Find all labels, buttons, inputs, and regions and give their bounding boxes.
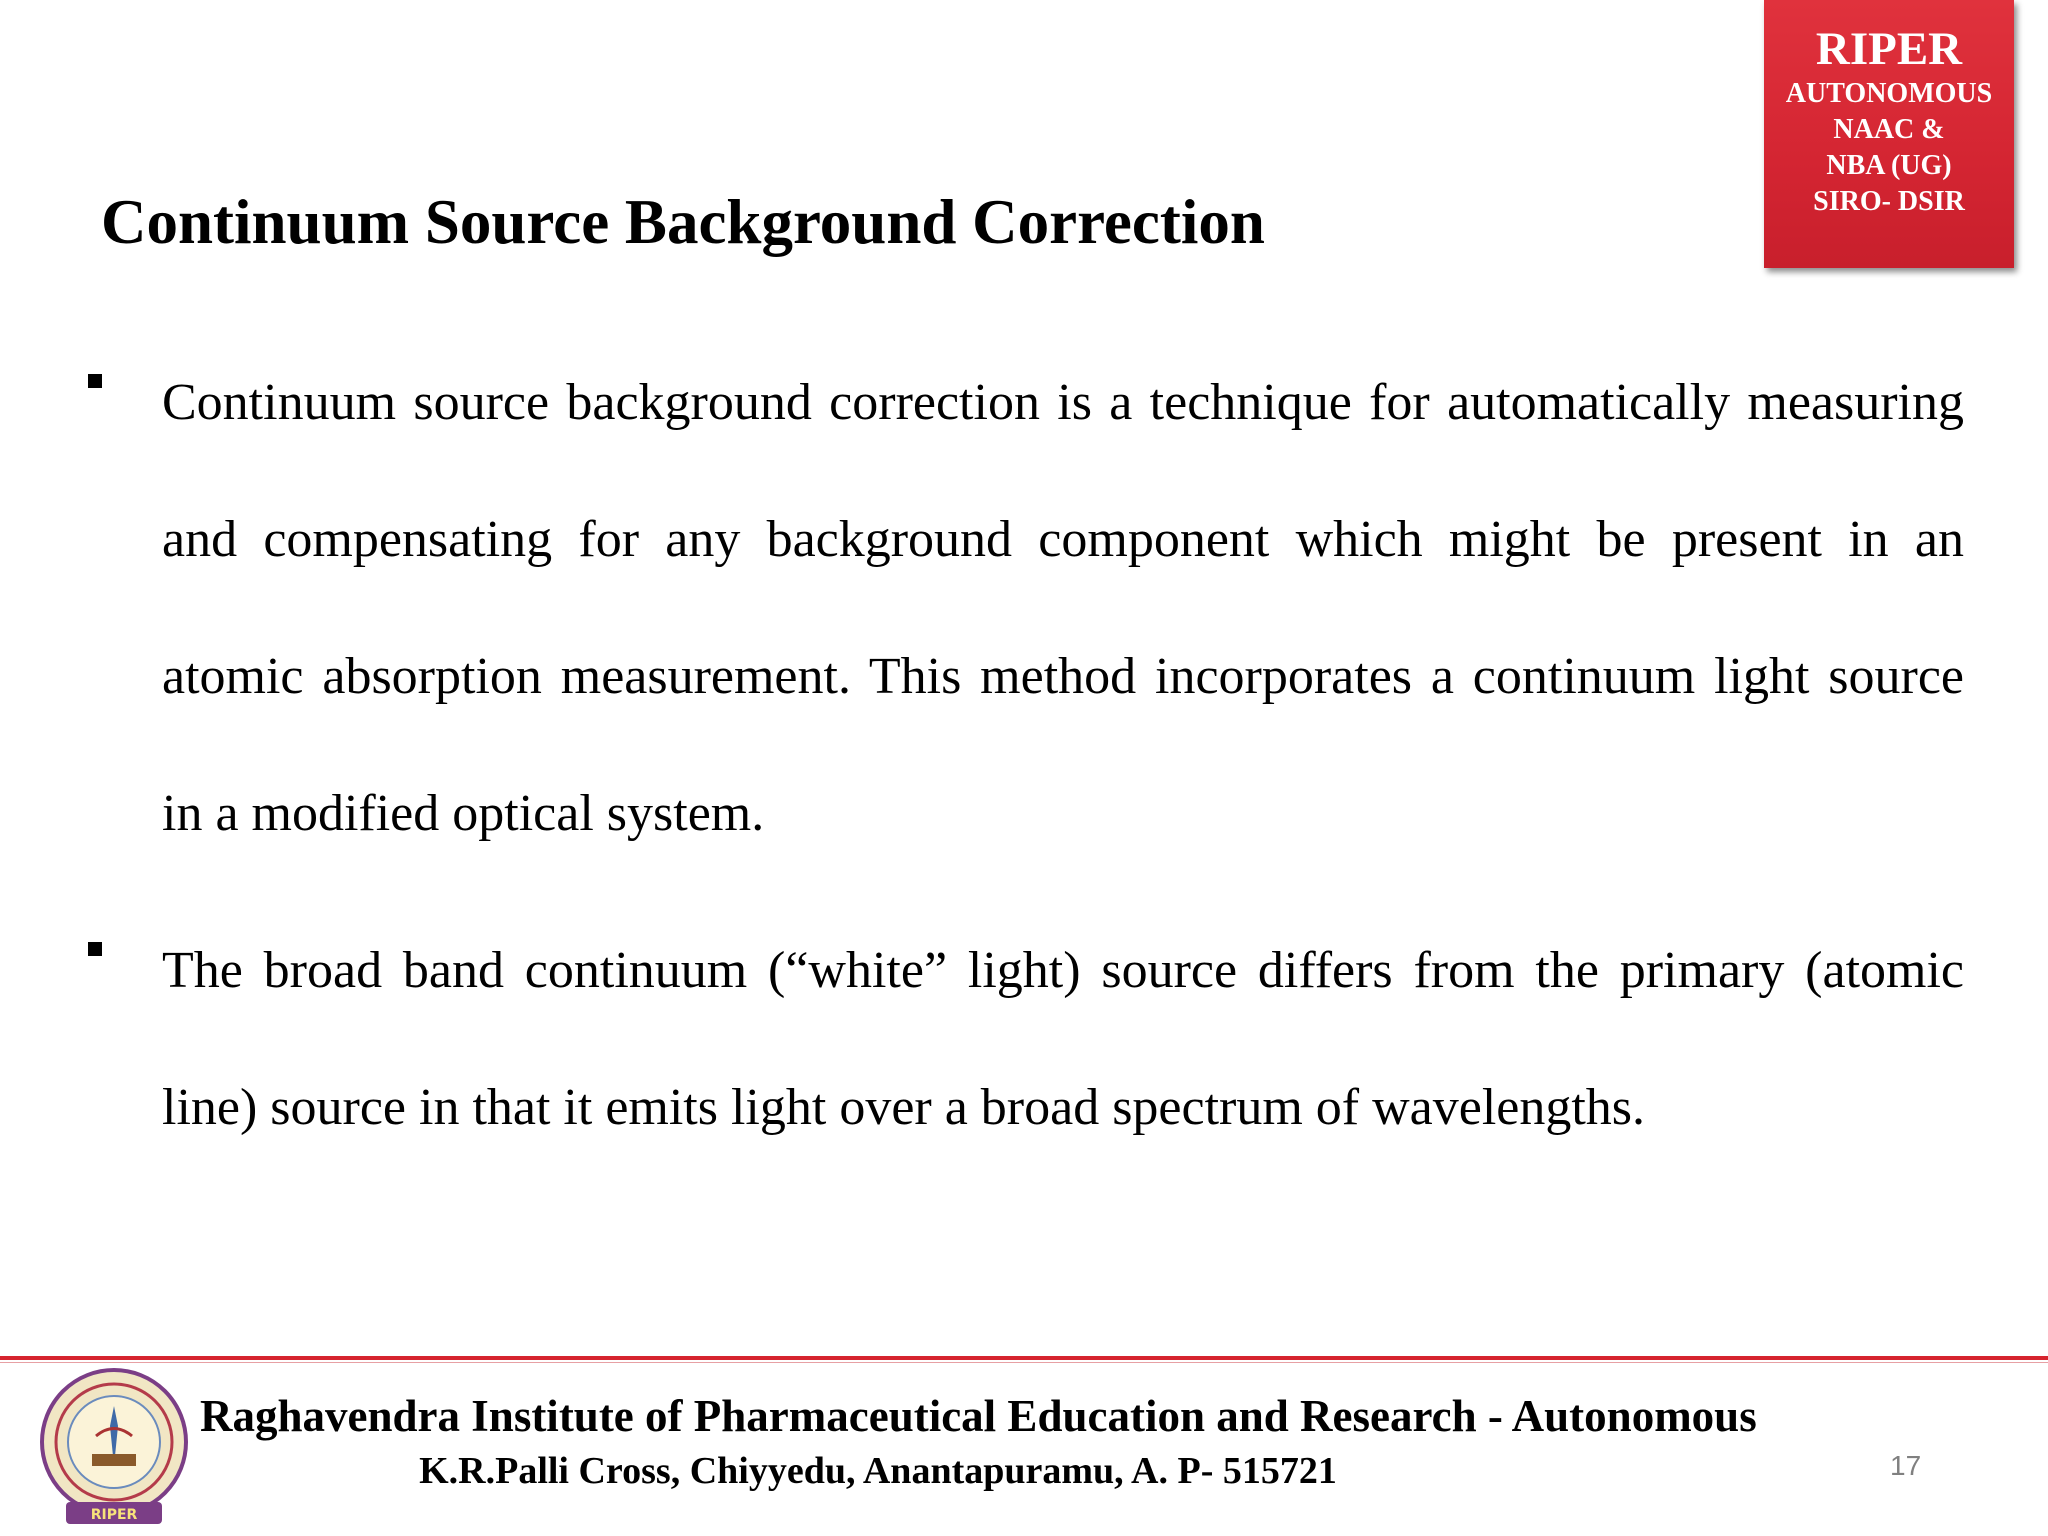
institute-address: K.R.Palli Cross, Chiyyedu, Anantapuramu, A. P- 515721 (419, 1450, 1337, 1492)
institute-name: Raghavendra Institute of Pharmaceutical Education and Research - Autonomous (200, 1391, 1757, 1441)
footer-divider (0, 1356, 2048, 1360)
badge-line-naac: NAAC & (1833, 114, 1945, 145)
slide-title: Continuum Source Background Correction (101, 187, 1265, 257)
footer-divider-thin (0, 1362, 2048, 1363)
badge-line-siro: SIRO- DSIR (1813, 186, 1965, 217)
badge-line-autonomous: AUTONOMOUS (1785, 78, 1993, 109)
bullet-text: Continuum source background correction is a technique for automatically measuring and compensating for any background component which might be present in an atomic absorption measurement. This method incorporates a continuum light source in a modified optical system. (162, 374, 1964, 842)
logo-banner-text: RIPER (90, 1507, 138, 1523)
page-number: 17 (1890, 1450, 1922, 1481)
square-bullet-icon (88, 942, 102, 956)
badge-title: RIPER (1815, 23, 1963, 75)
bullet-item (88, 902, 1964, 1176)
bullet-list (88, 334, 1964, 1196)
institute-logo (36, 1366, 192, 1530)
bullet-text: The broad band continuum (“white” light) source differs from the primary (atomic line) source in that it emits light over a broad spectrum of wavelengths. (162, 942, 1964, 1136)
bullet-item (88, 334, 1964, 882)
badge-line-nba: NBA (UG) (1826, 150, 1952, 181)
accreditation-badge (1764, 0, 2014, 268)
square-bullet-icon (88, 374, 102, 388)
